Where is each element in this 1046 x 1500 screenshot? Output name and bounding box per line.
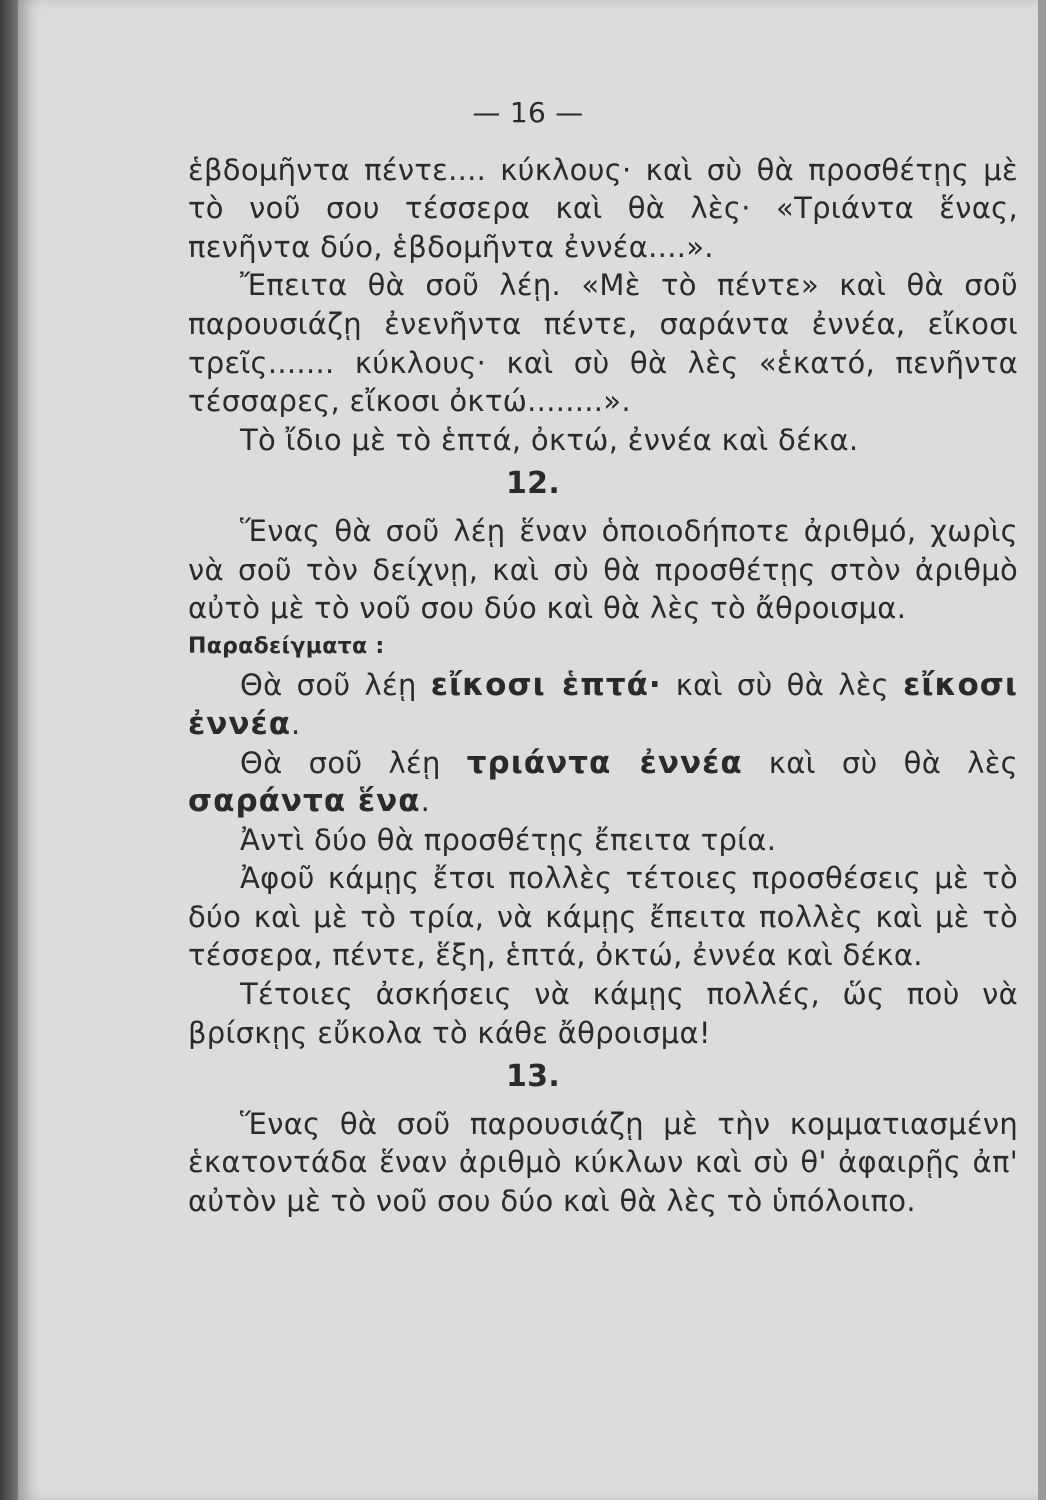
example-1-end: . [291, 706, 301, 741]
paragraph-practice: Τέτοιες ἀσκήσεις νὰ κάμῃς πολλές, ὥς ποὺ νὰ βρίσκῃς εὔκολα τὸ κάθε ἄθροισμα! [188, 977, 1018, 1050]
example-1-answer: εἴκοσι ἐννέα [188, 667, 1018, 742]
example-2-given: τριάντα ἐννέα [466, 744, 743, 781]
section-13-intro: Ἕνας θὰ σοῦ παρουσιάζῃ μὲ τὴν κομματιασμένη ἑκατοντάδα ἕναν ἀριθμὸ κύκλων καὶ σὺ θ' ἀφαιρῇς ἀπ' αὐτὸν μὲ τὸ νοῦ σου δύο καὶ θὰ λὲς τὸ ὑπόλοιπο. [188, 1106, 1018, 1219]
example-2-end: . [420, 784, 431, 819]
section-number-13: 13. [505, 1059, 561, 1095]
page-number: — 16 — [472, 96, 584, 129]
example-2-mid: καὶ σὺ θὰ λὲς [742, 745, 1018, 780]
section-number-12: 12. [505, 466, 561, 502]
page-text [188, 94, 1018, 1221]
examples-label: Παραδείγματα : [188, 633, 385, 659]
example-2-answer: σαράντα ἕνα [188, 783, 421, 820]
example-1-mid: καὶ σὺ θὰ λὲς [661, 668, 904, 703]
paragraph-continued: ἑβδομῆντα πέντε.... κύκλους· καὶ σὺ θὰ προσθέτῃς μὲ τὸ νοῦ σου τέσσερα καὶ θὰ λὲς· «Τριάντα ἕνας, πενῆντα δύο, ἑβδομῆντα ἐννέα....». [188, 152, 1018, 264]
paragraph-then: Ἔπειτα θὰ σοῦ λέῃ. «Μὲ τὸ πέντε» καὶ θὰ σοῦ παρουσιάζῃ ἐνενῆντα πέντε, σαράντα ἐννέα, εἴκοσι τρεῖς....... κύκλους· καὶ σὺ θὰ λὲς «ἑκατό, πενῆντα τέσσαρες, εἴκοσι ὀκτώ........». [188, 268, 1018, 419]
paragraph-after: Ἀφοῦ κάμῃς ἔτσι πολλὲς τέτοιες προσθέσεις μὲ τὸ δύο καὶ μὲ τὸ τρία, νὰ κάμῃς ἔπειτα πολλὲς καὶ μὲ τὸ τέσσερα, πέντε, ἕξη, ἑπτά, ὀκτώ, ἐννέα καὶ δέκα. [188, 861, 1018, 973]
example-1 [188, 666, 1018, 743]
section-12-intro: Ἕνας θὰ σοῦ λέῃ ἕναν ὁποιοδήποτε ἀριθμό, χωρὶς νὰ σοῦ τὸν δείχνῃ, καὶ σὺ θὰ προσθέτῃς στὸν ἀριθμὸ αὐτὸ μὲ τὸ νοῦ σου δύο καὶ θὰ λὲς τὸ ἄθροισμα. [188, 513, 1018, 626]
paragraph-instead: Ἀντὶ δύο θὰ προσθέτῃς ἔπειτα τρία. [240, 822, 777, 857]
example-2 [188, 744, 1018, 821]
paragraph-same: Τὸ ἴδιο μὲ τὸ ἑπτά, ὀκτώ, ἐννέα καὶ δέκα. [240, 422, 859, 457]
example-2-pre: Θὰ σοῦ λέῃ [240, 745, 467, 780]
example-1-given: εἴκοσι ἑπτά· [430, 667, 662, 704]
example-1-pre: Θὰ σοῦ λέῃ [240, 668, 431, 703]
